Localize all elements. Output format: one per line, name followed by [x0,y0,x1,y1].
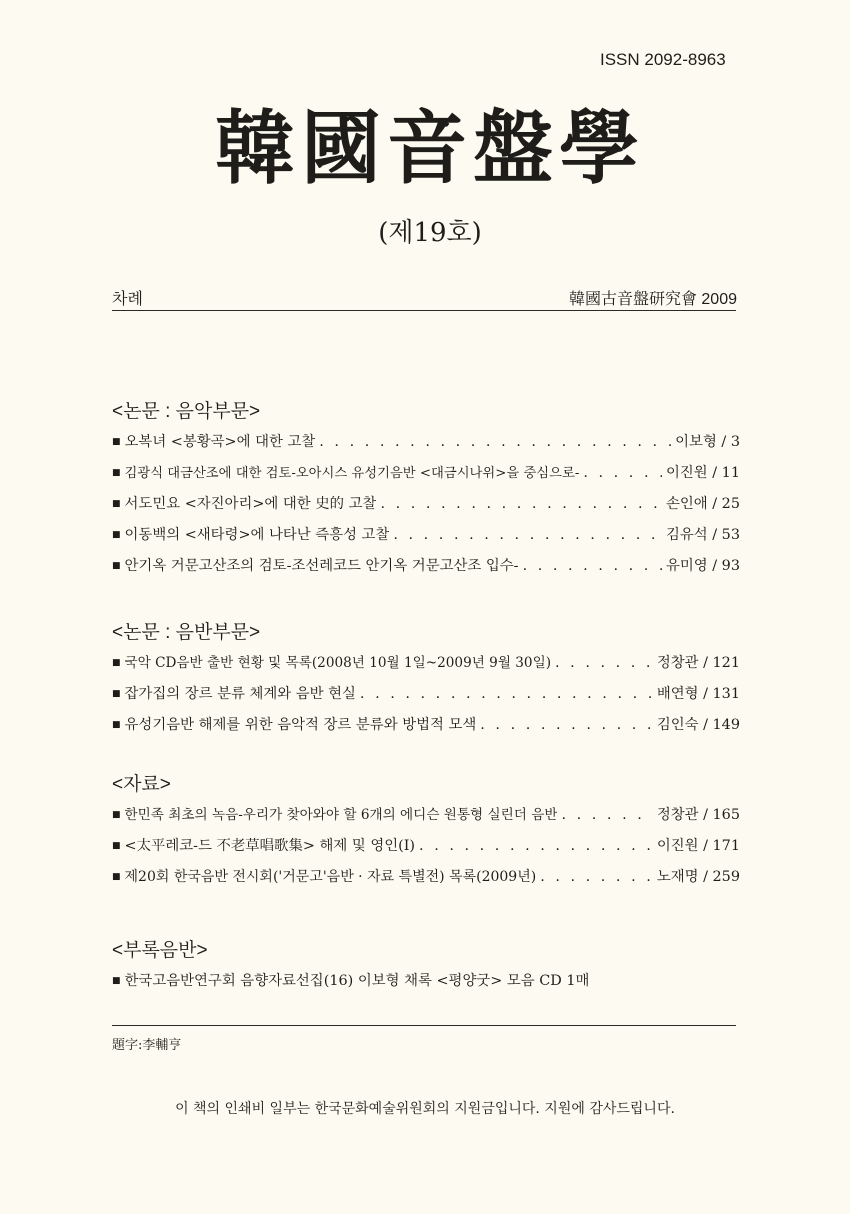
entry-author-page: 김인숙 / 149 [656,717,740,733]
entry-title: 서도민요 <자진아리>에 대한 史的 고찰 [124,496,377,512]
toc-label: 차례 [112,291,143,308]
entry-title: 안기옥 거문고산조의 검토-조선레코드 안기옥 거문고산조 입수- [124,558,519,574]
bullet-icon: ■ [112,976,121,986]
bullet-icon: ■ [112,810,121,820]
section-music-papers [112,397,740,582]
entry-author-page: 이진원 / 11 [665,465,740,481]
dot-leader [393,520,662,551]
section-heading: <논문 : 음악부문> [112,401,261,422]
entry-title: <太平레코-드 不老草唱歌集> 해제 및 영인(Ⅰ) [124,838,416,854]
entry-author-page: 이보형 / 3 [675,434,740,450]
publisher: 韓國古音盤研究會 2009 [568,291,737,308]
dot-leader [319,427,671,458]
section-heading: <논문 : 음반부문> [112,622,261,643]
entry-title: 오복녀 <봉황곡>에 대한 고찰 [124,434,316,450]
section-appendix-record [112,936,740,997]
entry-title: 김광식 대금산조에 대한 검토-오아시스 유성기음반 <대금시나위>을 중심으로- [124,466,580,481]
dot-leader [360,679,653,710]
entry-title: 국악 CD음반 출반 현황 및 목록(2008년 10월 1일~2009년 9월 30일) [124,655,552,671]
entry-author-page: 정창관 / 165 [656,807,740,823]
bullet-icon: ■ [112,658,121,668]
header-divider [112,310,736,311]
entry-title: 한국고음반연구회 음향자료선집(16) 이보형 채록 <평양굿> 모음 CD 1매 [124,973,590,989]
bullet-icon: ■ [112,689,121,699]
dot-leader [555,648,653,679]
entry-author-page: 정창관 / 121 [656,655,740,671]
toc-entry[interactable] [112,831,740,862]
section-materials [112,770,740,893]
dot-leader [419,831,653,862]
entry-title: 유성기음반 해제를 위한 음악적 장르 분류와 방법적 모색 [124,717,477,733]
toc-entry[interactable] [112,710,740,741]
toc-entry[interactable] [112,427,740,458]
entry-title: 이동백의 <새타령>에 나타난 즉흥성 고찰 [124,527,390,543]
bullet-icon: ■ [112,841,121,851]
footer-divider [112,1025,736,1026]
dot-leader [480,710,653,741]
bullet-icon: ■ [112,530,121,540]
bullet-icon: ■ [112,561,121,571]
dot-leader [380,489,662,520]
entry-author-page: 노재명 / 259 [656,869,740,885]
issue-number: (제19호) [378,218,482,248]
toc-entry[interactable] [112,648,740,679]
toc-entry[interactable] [112,520,740,551]
toc-entry[interactable] [112,800,740,831]
bullet-icon: ■ [112,872,121,882]
dot-leader [583,458,662,489]
entry-author-page: 손인애 / 25 [665,496,740,512]
bullet-icon: ■ [112,468,121,478]
entry-author-page: 배연형 / 131 [656,686,740,702]
entry-title: 한민족 최초의 녹음-우리가 찾아와야 할 6개의 에디슨 원통형 실린더 음반 [124,807,558,823]
bullet-icon: ■ [112,720,121,730]
toc-entry[interactable] [112,966,740,997]
section-heading: <자료> [112,774,171,795]
entry-title: 제20회 한국음반 전시회('거문고'음반 · 자료 특별전) 목록(2009년) [124,869,537,885]
funding-acknowledgement: 이 책의 인쇄비 일부는 한국문화예술위원회의 지원금입니다. 지원에 감사드립니다. [175,1101,675,1117]
toc-entry[interactable] [112,862,740,893]
entry-author-page: 이진원 / 171 [656,838,740,854]
dot-leader [561,800,652,831]
toc-entry[interactable] [112,551,740,582]
toc-entry[interactable] [112,489,740,520]
dot-leader [540,862,653,893]
dot-leader [523,551,662,582]
bullet-icon: ■ [112,437,121,447]
journal-title: 韓國音盤學 [215,101,645,195]
bullet-icon: ■ [112,499,121,509]
entry-title: 잡가집의 장르 분류 체계와 음반 현실 [124,686,356,702]
section-record-papers [112,618,740,741]
entry-author-page: 김유석 / 53 [665,527,740,543]
section-heading: <부록음반> [112,940,208,961]
toc-entry[interactable] [112,458,740,489]
calligrapher-credit: 題字:李輔亨 [112,1038,182,1053]
entry-author-page: 유미영 / 93 [665,558,740,574]
toc-entry[interactable] [112,679,740,710]
issn-number: ISSN 2092-8963 [600,50,726,69]
